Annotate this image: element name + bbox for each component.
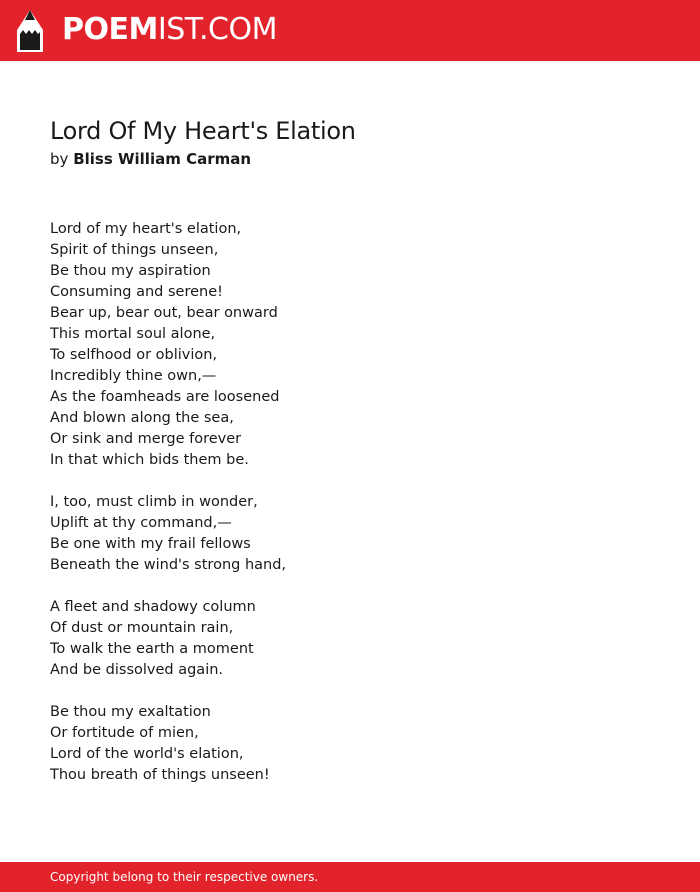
poem-line: Of dust or mountain rain,: [50, 620, 234, 636]
poem-line: Consuming and serene!: [50, 284, 223, 300]
poem-author: Bliss William Carman: [73, 150, 252, 168]
poem-line: Bear up, bear out, bear onward: [50, 305, 278, 321]
poem-line: A fleet and shadowy column: [50, 599, 256, 615]
poem-title: Lord Of My Heart's Elation: [50, 117, 356, 145]
site-logo[interactable]: [62, 13, 277, 47]
site-header: [0, 0, 700, 61]
poem-line: Be thou my aspiration: [50, 263, 211, 279]
logo-bold-text: POEM: [62, 12, 158, 47]
poem-line: And blown along the sea,: [50, 410, 234, 426]
byline-prefix: by: [50, 150, 69, 168]
poem-line: As the foamheads are loosened: [50, 389, 280, 405]
logo-light-text: IST.COM: [157, 12, 277, 47]
poem-line: Or fortitude of mien,: [50, 725, 199, 741]
poem-line: Be thou my exaltation: [50, 704, 211, 720]
site-footer: [0, 862, 700, 892]
poem-line: Incredibly thine own,—: [50, 368, 217, 384]
poem-line: Thou breath of things unseen!: [50, 767, 270, 783]
pencil-logo-icon[interactable]: [17, 10, 43, 52]
poem-stanza: [50, 219, 650, 471]
poem-line: Uplift at thy command,—: [50, 515, 232, 531]
poem-body: [50, 219, 650, 807]
footer-copyright: Copyright belong to their respective owners.: [50, 870, 319, 884]
poem-line: Spirit of things unseen,: [50, 242, 219, 258]
poem-stanza: [50, 597, 650, 681]
poem-byline: [50, 148, 251, 170]
poem-stanza: [50, 492, 650, 576]
poem-line: And be dissolved again.: [50, 662, 224, 678]
poem-line: Lord of the world's elation,: [50, 746, 244, 762]
poem-line: Lord of my heart's elation,: [50, 221, 242, 237]
poem-line: Beneath the wind's strong hand,: [50, 557, 287, 573]
poem-line: Be one with my frail fellows: [50, 536, 251, 552]
poem-line: Or sink and merge forever: [50, 431, 242, 447]
poem-line: To walk the earth a moment: [50, 641, 254, 657]
poem-stanza: [50, 702, 650, 786]
poem-line: To selfhood or oblivion,: [50, 347, 218, 363]
poem-line: This mortal soul alone,: [50, 326, 216, 342]
poem-line: In that which bids them be.: [50, 452, 249, 468]
poem-line: I, too, must climb in wonder,: [50, 494, 258, 510]
